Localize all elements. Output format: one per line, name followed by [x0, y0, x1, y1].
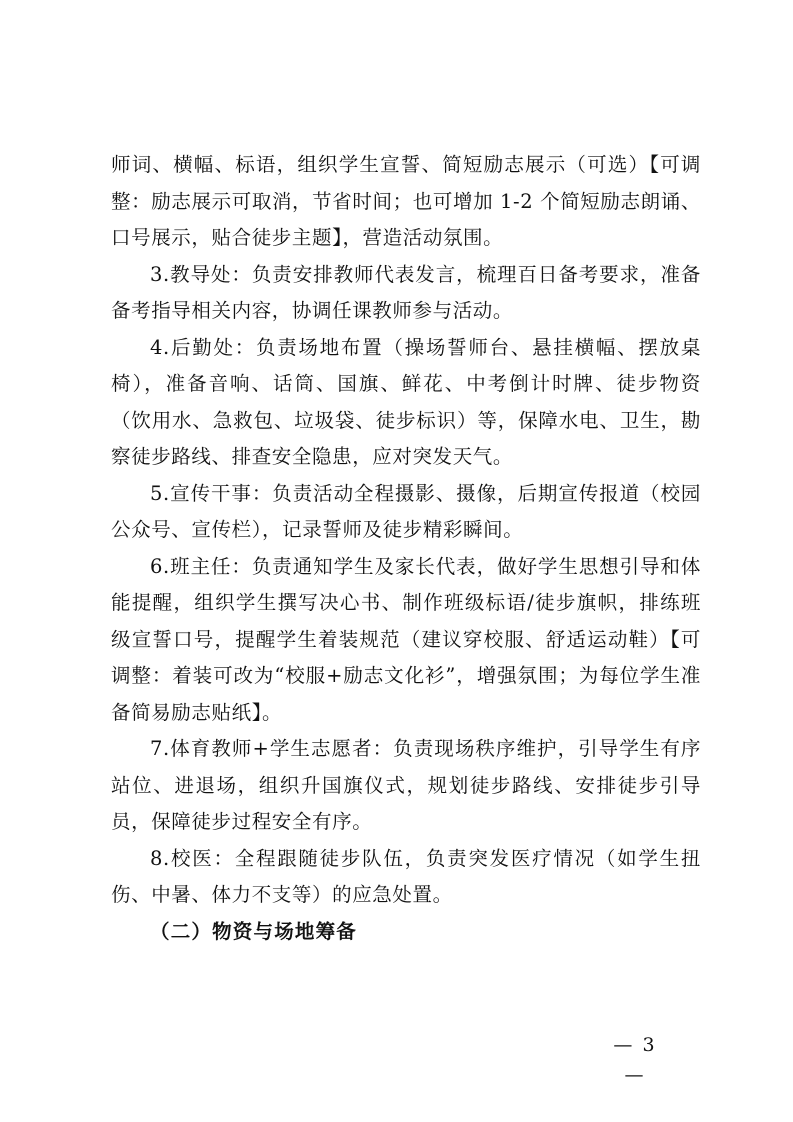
paragraph-school-doctor: 8.校医：全程跟随徒步队伍，负责突发医疗情况（如学生扭伤、中暑、体力不支等）的应急处置。: [111, 846, 701, 906]
page-number: — 3 —: [613, 1034, 657, 1086]
paragraph-pe-teachers-volunteers: 7.体育教师+学生志愿者：负责现场秩序维护，引导学生有序站位、进退场，组织升国旗仪式，规划徒步路线、安排徒步引导员，保障徒步过程安全有序。: [111, 737, 701, 833]
section-heading: （二）物资与场地筹备: [150, 919, 358, 943]
paragraph-publicity-officer: 5.宣传干事：负责活动全程摄影、摄像，后期宣传报道（校园公众号、宣传栏），记录誓师及徒步精彩瞬间。: [111, 481, 701, 541]
document-body: [111, 147, 701, 950]
paragraph-logistics-office: 4.后勤处：负责场地布置（操场誓师台、悬挂横幅、摆放桌椅），准备音响、话筒、国旗、鲜花、中考倒计时牌、徒步物资（饮用水、急救包、垃圾袋、徒步标识）等，保障水电、卫生，勘察徒步路线、排查安全隐患，应对突发天气。: [111, 335, 701, 468]
paragraph-continuation: 师词、横幅、标语，组织学生宣誓、简短励志展示（可选）【可调整：励志展示可取消，节省时间；也可增加 1-2 个简短励志朗诵、口号展示，贴合徒步主题】，营造活动氛围。: [111, 153, 701, 249]
paragraph-academic-office: 3.教导处：负责安排教师代表发言，梳理百日备考要求，准备备考指导相关内容，协调任课教师参与活动。: [111, 262, 701, 322]
paragraph-class-teacher: 6.班主任：负责通知学生及家长代表，做好学生思想引导和体能提醒，组织学生撰写决心书、制作班级标语/徒步旗帜，排练班级宣誓口号，提醒学生着装规范（建议穿校服、舒适运动鞋）【可调整：着装可改为“校服+励志文化衫”，增强氛围；为每位学生准备简易励志贴纸】。: [111, 554, 701, 724]
